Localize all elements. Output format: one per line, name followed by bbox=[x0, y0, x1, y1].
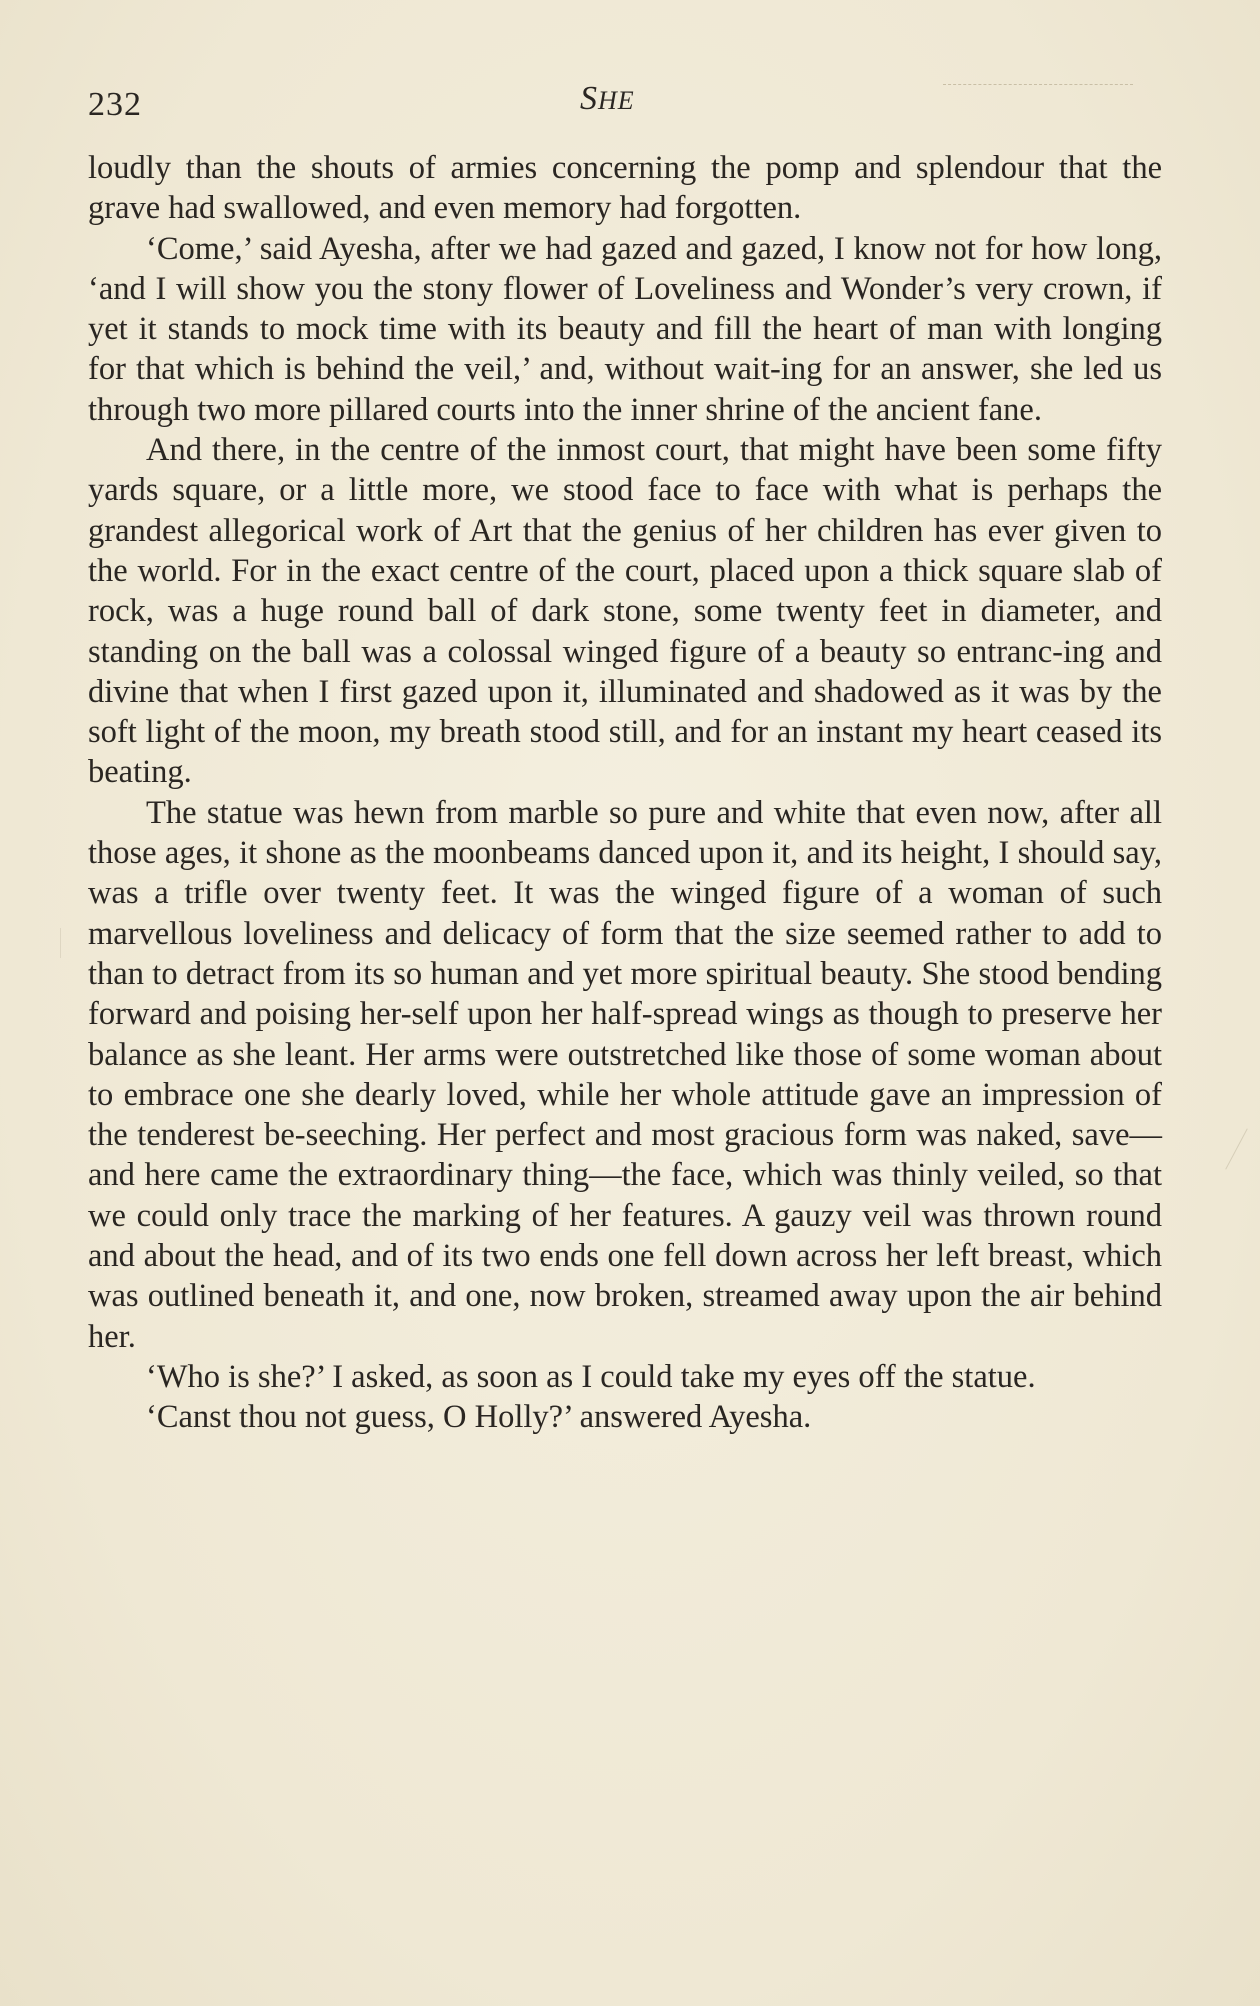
paragraph: ‘Come,’ said Ayesha, after we had gazed and gazed, I know not for how long, ‘and I will show you the stony flower of Loveliness and Wonder’s very crown, if yet it stands to mock time with its beauty and fill the heart of man with longing for that which is behind the veil,’ and, without wait-ing for an answer, she led us through two more pillared courts into the inner shrine of the ancient fane. bbox=[88, 230, 1162, 428]
running-head-initial: S bbox=[580, 80, 598, 117]
margin-mark bbox=[60, 928, 83, 958]
page-header bbox=[88, 80, 1168, 130]
running-head-rest: HE bbox=[598, 86, 635, 115]
paragraph: loudly than the shouts of armies concerning the pomp and splendour that the grave had swallowed, and even memory had forgotten. bbox=[88, 150, 1162, 227]
paragraph: ‘Canst thou not guess, O Holly?’ answered Ayesha. bbox=[146, 1399, 812, 1436]
page-number: 232 bbox=[88, 86, 142, 123]
margin-mark bbox=[1225, 1128, 1247, 1169]
paragraph: ‘Who is she?’ I asked, as soon as I could take my eyes off the statue. bbox=[146, 1358, 1036, 1395]
body-text bbox=[88, 148, 1162, 1438]
running-head bbox=[580, 80, 635, 118]
paragraph: And there, in the centre of the inmost court, that might have been some fifty yards square, or a little more, we stood face to face with what is perhaps the grandest allegorical work of Art that the genius of her children has ever given to the world. For in the exact centre of the court, placed upon a thick square slab of rock, was a huge round ball of dark stone, some twenty feet in diameter, and standing on the ball was a colossal winged figure of a beauty so entranc-ing and divine that when I first gazed upon it, illuminated and shadowed as it was by the soft light of the moon, my breath stood still, and for an instant my heart ceased its beating. bbox=[88, 432, 1162, 791]
paragraph: The statue was hewn from marble so pure and white that even now, after all those ages, it shone as the moonbeams danced upon it, and its height, I should say, was a trifle over twenty feet. It was the winged figure of a woman of such marvellous loveliness and delicacy of form that the size seemed rather to add to than to detract from its so human and yet more spiritual beauty. She stood bending forward and poising her-self upon her half-spread wings as though to preserve her balance as she leant. Her arms were outstretched like those of some woman about to embrace one she dearly loved, while her whole attitude gave an impression of the tenderest be-seeching. Her perfect and most gracious form was naked, save—and here came the extraordinary thing—the face, which was thinly veiled, so that we could only trace the marking of her features. A gauzy veil was thrown round and about the head, and of its two ends one fell down across her left breast, which was outlined beneath it, and one, now broken, streamed away upon the air behind her. bbox=[88, 794, 1162, 1355]
header-smudge bbox=[943, 84, 1133, 85]
